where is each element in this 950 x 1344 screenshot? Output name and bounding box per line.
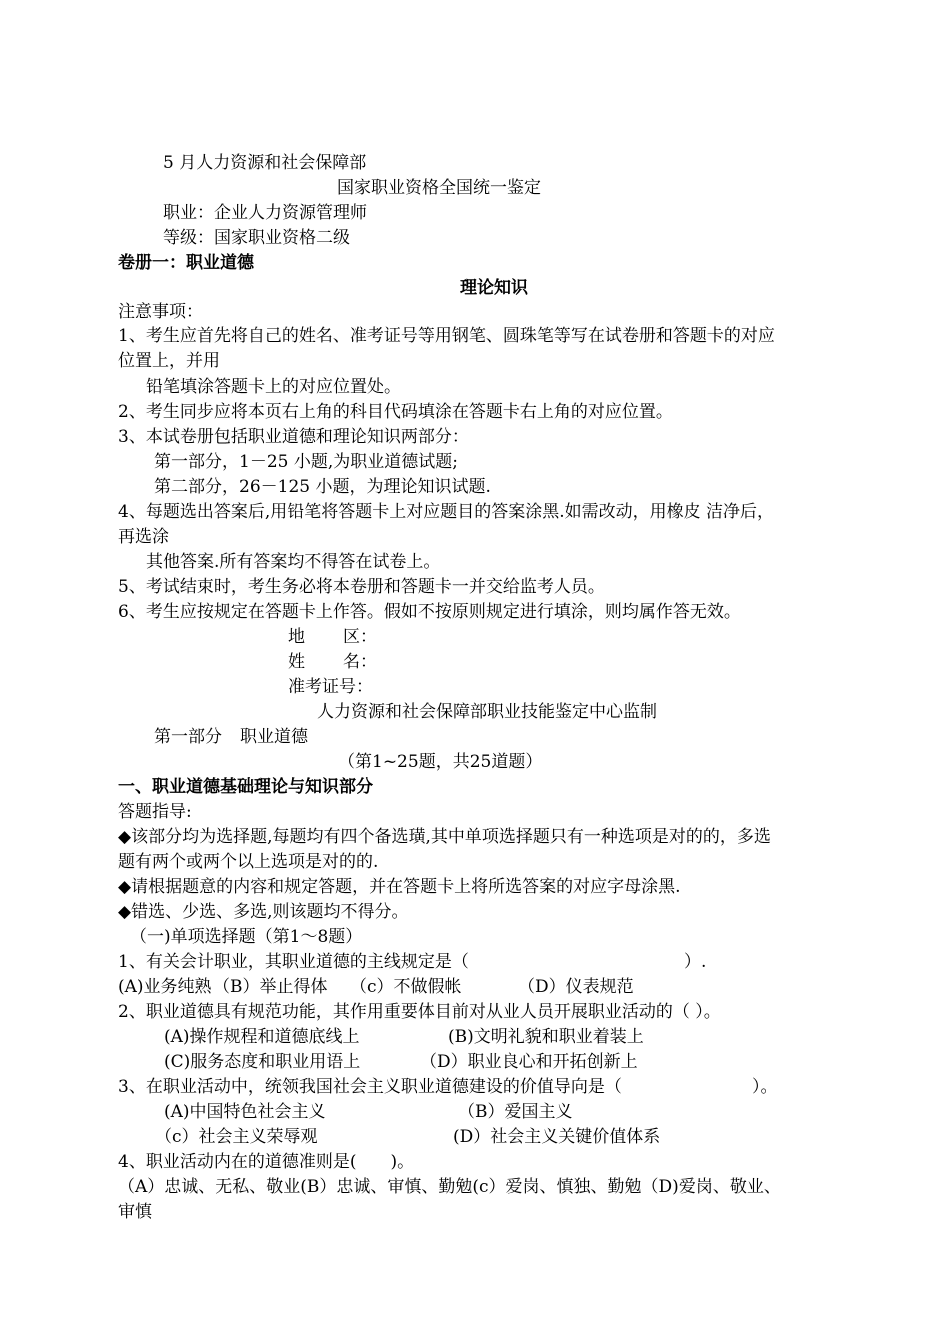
guide-bullet-1b: 题有两个或两个以上选项是对的的.	[118, 852, 379, 872]
question-3-option-d: (D）社会主义关键价值体系	[453, 1127, 661, 1147]
guide-title: 答题指导:	[118, 802, 192, 822]
level-line: 等级：国家职业资格二级	[163, 228, 350, 248]
question-3-option-c: （c）社会主义荣辱观	[155, 1127, 318, 1147]
part1-name: 职业道德	[240, 727, 308, 747]
guide-bullet-2: ◆请根据题意的内容和规定答题，并在答题卡上将所选答案的对应字母涂黑.	[118, 877, 681, 897]
header-line-1: 5 月人力资源和社会保障部	[163, 153, 367, 173]
name-field-label	[288, 652, 377, 672]
question-2-option-c: (C)服务态度和职业用语上	[164, 1052, 361, 1072]
notice-item-2: 2、考生同步应将本页右上角的科目代码填涂在答题卡右上角的对应位置。	[118, 402, 673, 422]
part1-heading	[154, 727, 308, 747]
notice-item-4c: 其他答案.所有答案均不得答在试卷上。	[146, 552, 441, 572]
occupation-line: 职业：企业人力资源管理师	[163, 203, 367, 223]
notice-item-1c: 铅笔填涂答题卡上的对应位置处。	[146, 377, 401, 397]
volume-title: 卷册一：职业道德	[118, 253, 254, 273]
question-2-stem: 2、职业道德具有规范功能，其作用重要体目前对从业人员开展职业活动的（ ）。	[118, 1002, 721, 1022]
question-3-stem: 3、在职业活动中，统领我国社会主义职业道德建设的价值导向是（	[118, 1077, 622, 1097]
region-label-char-2: 区：	[343, 627, 377, 647]
supervisor-line: 人力资源和社会保障部职业技能鉴定中心监制	[317, 702, 657, 722]
region-label-char-1: 地	[288, 627, 305, 647]
guide-bullet-3: ◆错选、少选、多选,则该题均不得分。	[118, 902, 409, 922]
question-2-option-d: （D）职业良心和开拓创新上	[420, 1052, 638, 1072]
part1-range: （第1~25题，共25道题）	[338, 752, 543, 772]
notice-item-1b: 位置上，并用	[118, 351, 220, 371]
question-1-option-b: （B）举止得体	[213, 977, 328, 997]
question-4-stem: 4、职业活动内在的道德准则是( )。	[118, 1152, 415, 1172]
notice-item-4a: 4、每题选出答案后,用铅笔将答题卡上对应题目的答案涂黑.如需改动，用橡皮 洁净后，	[118, 502, 775, 522]
notice-item-5: 5、考试结束时，考生务必将本卷册和答题卡一并交给监考人员。	[118, 577, 605, 597]
question-1-stem: 1、有关会计职业，其职业道德的主线规定是（	[118, 952, 469, 972]
question-3-close: ）。	[752, 1077, 778, 1097]
notice-item-4b: 再选涂	[118, 527, 169, 547]
part1-label: 第一部分	[154, 727, 222, 747]
notice-item-3-part1: 第一部分，1－25 小题,为职业道德试题;	[154, 452, 458, 472]
question-4-options-b: 审慎	[118, 1202, 152, 1222]
name-label-char-1: 姓	[288, 652, 305, 672]
question-2-option-b: (B)文明礼貌和职业着装上	[448, 1027, 644, 1047]
exam-number-field-label: 准考证号：	[288, 677, 373, 697]
name-label-char-2: 名：	[343, 652, 377, 672]
section1-title: 一、职业道德基础理论与知识部分	[118, 777, 373, 797]
question-3-option-b: （B）爱国主义	[458, 1102, 573, 1122]
notice-item-1a: 1、考生应首先将自己的姓名、准考证号等用钢笔、圆珠笔等写在试卷册和答题卡的对应	[118, 326, 775, 346]
question-3-option-a: (A)中国特色社会主义	[164, 1102, 326, 1122]
header-line-2: 国家职业资格全国统一鉴定	[337, 178, 541, 198]
notice-item-3-part2: 第二部分，26－125 小题，为理论知识试题.	[154, 477, 491, 497]
region-field-label	[288, 627, 377, 647]
guide-bullet-1a: ◆该部分均为选择题,每题均有四个备选璜,其中单项选择题只有一种选项是对的的，多选	[118, 827, 771, 847]
single-choice-title: （一)单项选择题（第1～8题）	[130, 927, 363, 947]
notice-item-6: 6、考生应按规定在答题卡上作答。假如不按原则规定进行填涂，则均属作答无效。	[118, 602, 741, 622]
question-1-option-c: （c）不做假帐	[350, 977, 462, 997]
question-1-option-a: (A)业务纯熟	[118, 977, 212, 997]
notice-title: 注意事项：	[118, 302, 203, 322]
section-center-title: 理论知识	[460, 278, 528, 298]
notice-item-3: 3、本试卷册包括职业道德和理论知识两部分：	[118, 427, 469, 447]
question-1-close: ）.	[684, 952, 707, 972]
question-2-option-a: (A)操作规程和道德底线上	[164, 1027, 360, 1047]
question-4-options-a: （A）忠诚、无私、敬业(B）忠诚、审慎、勤勉(c）爱岗、慎独、勤勉（D)爱岗、敬业、	[118, 1177, 781, 1197]
question-1-option-d: （D）仪表规范	[518, 977, 634, 997]
